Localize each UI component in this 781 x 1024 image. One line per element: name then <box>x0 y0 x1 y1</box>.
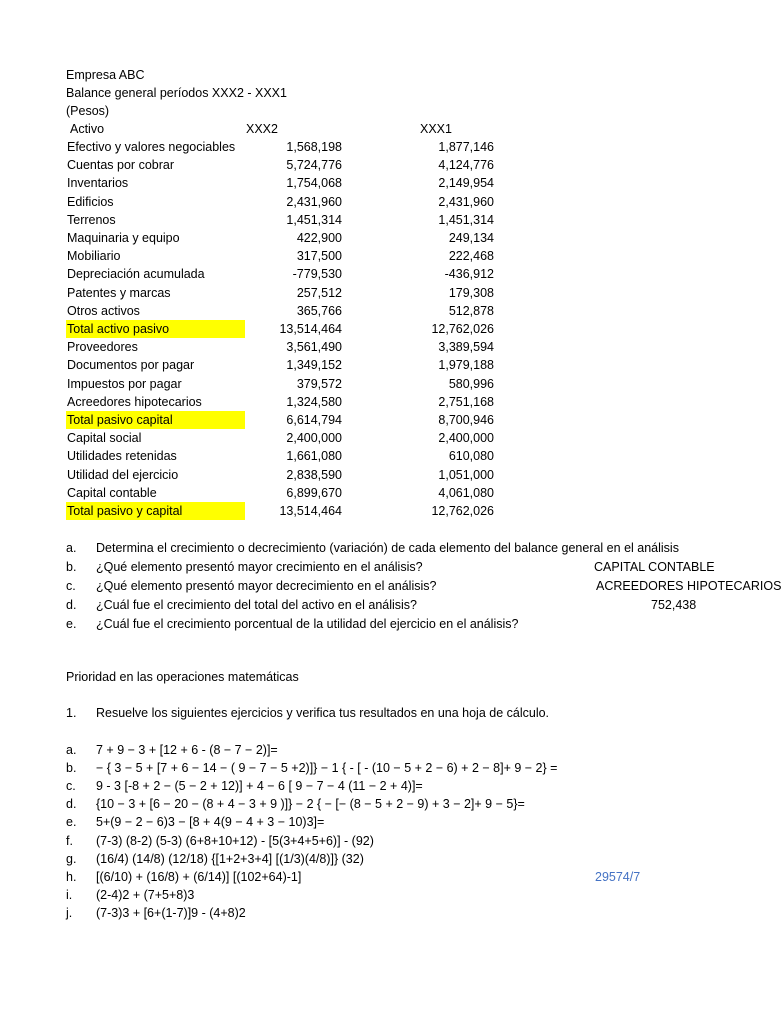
question-item <box>0 596 768 615</box>
exercise-h-answer: 29574/7 <box>595 870 641 884</box>
value-xxx1: 12,762,026 <box>431 504 494 518</box>
exercise-letter: h. <box>66 869 77 884</box>
value-xxx1: 4,061,080 <box>438 485 494 500</box>
exercise-item <box>0 832 768 850</box>
row-label: Capital social <box>67 431 142 446</box>
question-text: ¿Qué elemento presentó mayor crecimiento en el análisis? <box>96 560 423 574</box>
balance-row <box>0 284 768 302</box>
row-label: Utilidad del ejercicio <box>67 467 179 482</box>
balance-row <box>0 502 768 520</box>
value-xxx2: 317,500 <box>296 249 342 264</box>
balance-row <box>0 320 768 338</box>
task-instruction: Resuelve los siguientes ejercicios y verifica tus resultados en una hoja de cálculo. <box>96 706 550 720</box>
balance-row <box>0 247 768 265</box>
question-letter: a. <box>66 541 77 555</box>
balance-row <box>0 229 768 247</box>
row-label: Inventarios <box>67 176 129 191</box>
row-label: Mobiliario <box>67 249 121 264</box>
exercise-expression: [(6/10) + (16/8) + (6/14)] [(102+64)-1] <box>96 869 302 884</box>
question-item <box>0 577 781 596</box>
question-item <box>0 558 768 577</box>
question-text: Determina el crecimiento o decrecimiento (variación) de cada elemento del balance general en el análisis <box>96 541 679 555</box>
exercise-item <box>0 795 768 813</box>
value-xxx1: 580,996 <box>448 376 494 391</box>
exercise-expression: (2-4)2 + (7+5+8)3 <box>96 887 195 902</box>
balance-row <box>0 193 768 211</box>
value-xxx2: 257,512 <box>296 285 342 300</box>
exercise-expression: (16/4) (14/8) (12/18) {[1+2+3+4] [(1/3)(4/8)]} (32) <box>96 851 364 866</box>
value-xxx2: 6,899,670 <box>286 485 342 500</box>
question-answer: CAPITAL CONTABLE <box>594 560 715 574</box>
value-xxx1: 3,389,594 <box>438 340 494 355</box>
company-name: Empresa ABC <box>66 68 145 82</box>
value-xxx2: 379,572 <box>296 376 342 391</box>
value-xxx1: 1,877,146 <box>438 140 494 154</box>
value-xxx1: 1,451,314 <box>438 212 494 227</box>
balance-row <box>0 265 768 283</box>
value-xxx2: 6,614,794 <box>286 413 342 427</box>
balance-row <box>0 466 768 484</box>
value-xxx2: 1,451,314 <box>286 212 342 227</box>
value-xxx1: 2,400,000 <box>438 431 494 446</box>
row-label: Utilidades retenidas <box>67 449 177 464</box>
section-title: Prioridad en las operaciones matemáticas <box>66 670 299 684</box>
question-text: ¿Qué elemento presentó mayor decrecimiento en el análisis? <box>96 579 437 593</box>
row-label: Patentes y marcas <box>67 285 171 300</box>
exercise-expression: {10 − 3 + [6 − 20 − (8 + 4 − 3 + 9 )]} − 2 { − [− (8 − 5 + 2 − 9) + 3 − 2]+ 9 − 5}= <box>96 797 525 812</box>
balance-row <box>0 156 768 174</box>
question-answer: 752,438 <box>651 598 697 612</box>
question-text: ¿Cuál fue el crecimiento del total del activo en el análisis? <box>96 598 418 612</box>
value-xxx2: 13,514,464 <box>279 504 342 518</box>
value-xxx2: 365,766 <box>296 303 342 318</box>
value-xxx2: 2,400,000 <box>286 431 342 446</box>
row-label: Cuentas por cobrar <box>67 158 175 173</box>
column-label-activo: Activo <box>70 122 105 136</box>
question-item <box>0 615 768 634</box>
balance-row <box>0 447 768 465</box>
value-xxx1: 12,762,026 <box>431 322 494 336</box>
row-label: Maquinaria y equipo <box>67 231 180 245</box>
exercise-expression: (7-3)3 + [6+(1-7)]9 - (4+8)2 <box>96 905 246 920</box>
value-xxx2: 1,661,080 <box>286 449 342 464</box>
value-xxx1: 249,134 <box>448 231 494 245</box>
value-xxx1: 610,080 <box>448 449 494 464</box>
balance-row <box>0 211 768 229</box>
balance-row <box>0 375 768 393</box>
task-number: 1. <box>66 706 77 720</box>
balance-row <box>0 484 768 502</box>
row-label: Proveedores <box>67 340 138 355</box>
exercise-item <box>0 868 768 886</box>
row-label: Total pasivo y capital <box>66 502 245 520</box>
exercise-letter: f. <box>66 833 73 848</box>
row-label: Acreedores hipotecarios <box>67 394 202 409</box>
value-xxx2: 1,568,198 <box>286 140 342 154</box>
row-label: Total pasivo capital <box>66 411 245 429</box>
row-label: Capital contable <box>67 485 157 500</box>
value-xxx2: 2,838,590 <box>286 467 342 482</box>
value-xxx1: -436,912 <box>444 267 494 282</box>
row-label: Depreciación acumulada <box>67 267 205 282</box>
question-letter: b. <box>66 560 77 574</box>
value-xxx2: 2,431,960 <box>286 194 342 209</box>
value-xxx1: 1,979,188 <box>438 358 494 373</box>
exercise-expression: (7-3) (8-2) (5-3) (6+8+10+12) - [5(3+4+5+6)] - (92) <box>96 833 374 848</box>
row-label: Efectivo y valores negociables <box>67 140 236 154</box>
balance-row <box>0 411 768 429</box>
value-xxx1: 8,700,946 <box>438 413 494 427</box>
exercise-item <box>0 813 768 831</box>
exercise-item <box>0 777 768 795</box>
question-letter: d. <box>66 598 77 612</box>
balance-row <box>0 302 768 320</box>
exercise-item <box>0 759 768 777</box>
value-xxx2: 5,724,776 <box>286 158 342 173</box>
exercise-expression: 7 + 9 − 3 + [12 + 6 - (8 − 7 − 2)]= <box>96 743 278 757</box>
column-header-xxx1: XXX1 <box>420 122 452 136</box>
balance-title: Balance general períodos XXX2 - XXX1 <box>66 86 287 100</box>
value-xxx2: 3,561,490 <box>286 340 342 355</box>
exercise-expression: 9 - 3 [-8 + 2 − (5 − 2 + 12)] + 4 − 6 [ 9 − 7 − 4 (11 − 2 + 4)]= <box>96 779 423 794</box>
exercise-letter: b. <box>66 761 77 776</box>
exercise-letter: g. <box>66 851 77 866</box>
value-xxx1: 2,149,954 <box>438 176 494 191</box>
currency-unit: (Pesos) <box>66 104 110 118</box>
exercise-item <box>0 850 768 868</box>
question-answer: ACREEDORES HIPOTECARIOS <box>596 579 781 593</box>
value-xxx2: 422,900 <box>296 231 342 245</box>
row-label: Impuestos por pagar <box>67 376 182 391</box>
row-label: Documentos por pagar <box>67 358 195 373</box>
balance-row <box>0 393 768 411</box>
exercise-expression: − { 3 − 5 + [7 + 6 − 14 − ( 9 − 7 − 5 +2)]} − 1 { - [ - (10 − 5 + 2 − 6) + 2 − 8]+ 9 − 2} = <box>96 761 558 776</box>
value-xxx1: 4,124,776 <box>438 158 494 173</box>
balance-row <box>0 138 768 156</box>
value-xxx2: 1,324,580 <box>286 394 342 409</box>
exercise-item <box>0 741 768 759</box>
column-header-xxx2: XXX2 <box>246 122 278 136</box>
value-xxx2: 1,349,152 <box>286 358 342 373</box>
balance-row <box>0 429 768 447</box>
exercise-letter: i. <box>66 887 73 902</box>
value-xxx1: 2,431,960 <box>438 194 494 209</box>
value-xxx2: 1,754,068 <box>286 176 342 191</box>
exercise-item <box>0 904 768 922</box>
row-label: Otros activos <box>67 303 140 318</box>
question-letter: e. <box>66 617 77 631</box>
value-xxx1: 1,051,000 <box>438 467 494 482</box>
balance-row <box>0 338 768 356</box>
row-label: Edificios <box>67 194 114 209</box>
exercise-letter: d. <box>66 797 77 812</box>
exercise-letter: a. <box>66 743 77 757</box>
exercise-letter: e. <box>66 815 77 830</box>
value-xxx1: 179,308 <box>448 285 494 300</box>
exercise-expression: 5+(9 − 2 − 6)3 − [8 + 4(9 − 4 + 3 − 10)3]= <box>96 815 325 830</box>
question-letter: c. <box>66 579 76 593</box>
balance-row <box>0 356 768 374</box>
row-label: Total activo pasivo <box>66 320 245 338</box>
row-label: Terrenos <box>67 212 116 227</box>
exercise-item <box>0 886 768 904</box>
question-item <box>0 539 768 558</box>
value-xxx2: 13,514,464 <box>279 322 342 336</box>
value-xxx1: 512,878 <box>448 303 494 318</box>
balance-row <box>0 174 768 192</box>
exercise-letter: j. <box>66 905 73 920</box>
value-xxx2: -779,530 <box>292 267 342 282</box>
exercise-letter: c. <box>66 779 76 794</box>
value-xxx1: 2,751,168 <box>438 394 494 409</box>
value-xxx1: 222,468 <box>448 249 494 264</box>
question-text: ¿Cuál fue el crecimiento porcentual de la utilidad del ejercicio en el análisis? <box>96 617 519 631</box>
